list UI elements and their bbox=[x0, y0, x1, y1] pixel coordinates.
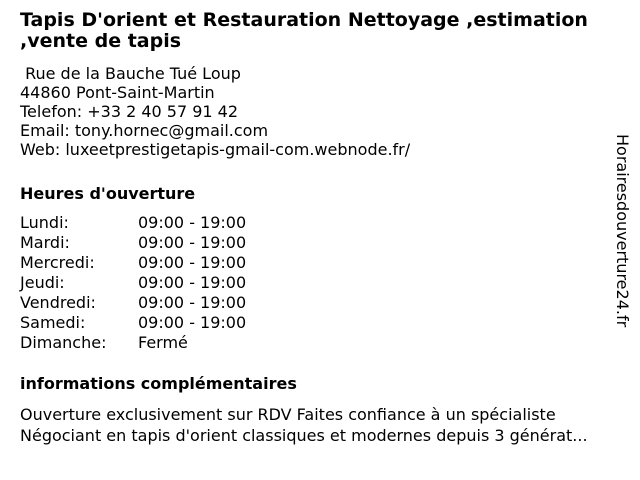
hours-row-saturday bbox=[20, 313, 246, 333]
day-label: Lundi: bbox=[20, 213, 69, 232]
address-street: Rue de la Bauche Tué Loup bbox=[20, 64, 241, 83]
day-label: Samedi: bbox=[20, 313, 86, 332]
day-label: Jeudi: bbox=[20, 273, 65, 292]
web-text: Web: luxeetprestigetapis-gmail-com.webnode.fr/ bbox=[20, 140, 411, 159]
hours-heading: Heures d'ouverture bbox=[20, 184, 196, 203]
day-time: 09:00 - 19:00 bbox=[138, 293, 247, 312]
info-text: Ouverture exclusivement sur RDV Faites confiance à un spécialiste Négociant en tapis d'orient classiques et modernes depuis 3 générat... bbox=[20, 405, 588, 445]
hours-row-tuesday bbox=[20, 233, 246, 253]
hours-row-thursday bbox=[20, 273, 246, 293]
hours-row-monday bbox=[20, 213, 246, 233]
day-time: 09:00 - 19:00 bbox=[138, 233, 247, 252]
hours-row-friday bbox=[20, 293, 246, 313]
info-heading: informations complémentaires bbox=[20, 374, 297, 393]
day-label: Mercredi: bbox=[20, 253, 95, 272]
day-label: Vendredi: bbox=[20, 293, 96, 312]
site-brand-watermark: Horairesdouverture24.fr bbox=[613, 134, 632, 328]
day-time: 09:00 - 19:00 bbox=[138, 213, 247, 232]
contact-block bbox=[20, 64, 410, 159]
business-title: Tapis D'orient et Restauration Nettoyage ,estimation ,vente de tapis bbox=[20, 9, 588, 52]
day-time: 09:00 - 19:00 bbox=[138, 273, 247, 292]
day-time: 09:00 - 19:00 bbox=[138, 253, 247, 272]
day-label: Mardi: bbox=[20, 233, 70, 252]
hours-row-wednesday bbox=[20, 253, 246, 273]
address-city: 44860 Pont-Saint-Martin bbox=[20, 83, 215, 102]
day-time: 09:00 - 19:00 bbox=[138, 313, 247, 332]
day-time: Fermé bbox=[138, 333, 188, 352]
hours-row-sunday bbox=[20, 333, 246, 353]
email-text: Email: tony.hornec@gmail.com bbox=[20, 121, 269, 140]
day-label: Dimanche: bbox=[20, 333, 107, 352]
hours-table bbox=[20, 213, 246, 353]
phone-text: Telefon: +33 2 40 57 91 42 bbox=[20, 102, 239, 121]
